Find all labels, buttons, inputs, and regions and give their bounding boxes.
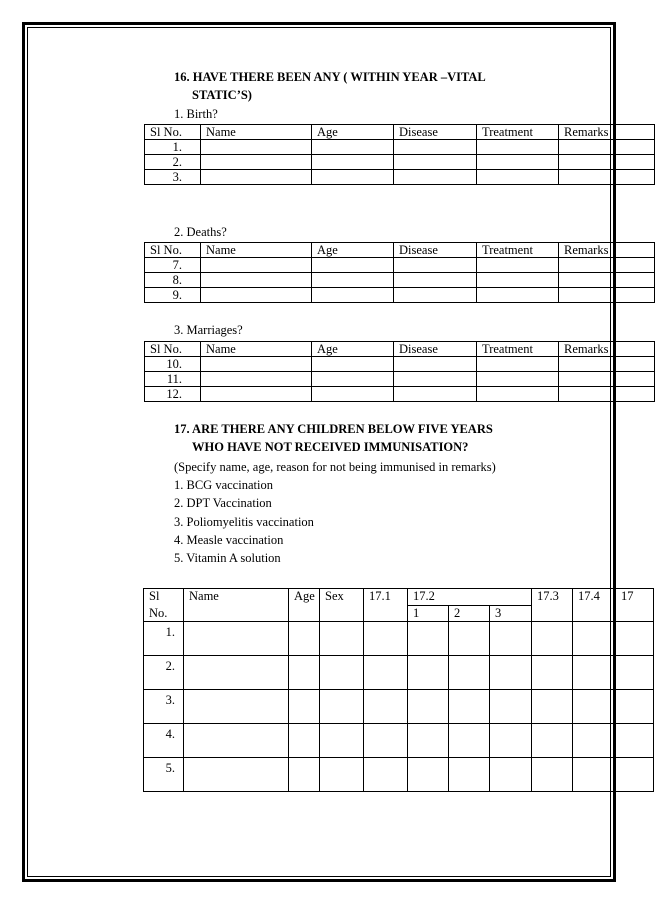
row-number: 11. xyxy=(145,372,201,387)
row-number: 9. xyxy=(145,288,201,303)
immunisation-table xyxy=(143,588,654,792)
table-row xyxy=(145,273,655,288)
col-sl-no: Sl No. xyxy=(145,125,201,140)
col-sl-no: No. xyxy=(144,606,184,622)
col-remarks: Remarks xyxy=(559,125,614,140)
row-number: 4. xyxy=(144,724,184,758)
col-sl-no: Sl No. xyxy=(145,243,201,258)
marriages-header-row xyxy=(145,342,655,357)
col-name: Name xyxy=(201,342,312,357)
col-remarks: Remarks xyxy=(559,243,614,258)
marriages-table xyxy=(144,341,655,402)
birth-label: 1. Birth? xyxy=(174,107,218,121)
col-17-2-sub-2: 2 xyxy=(449,606,490,622)
col-17-4: 17.4 xyxy=(573,589,611,622)
col-disease: Disease xyxy=(394,125,477,140)
table-row xyxy=(144,622,654,656)
col-age: Age xyxy=(312,342,394,357)
row-number: 3. xyxy=(145,170,201,185)
col-treatment: Treatment xyxy=(477,342,559,357)
col-17-2-sub-3: 3 xyxy=(490,606,532,622)
vaccine-list-item: 4. Measle vaccination xyxy=(174,533,284,547)
row-number: 10. xyxy=(145,357,201,372)
col-17-2-sub-1: 1 xyxy=(408,606,449,622)
row-number: 1. xyxy=(145,140,201,155)
q17-instruction: (Specify name, age, reason for not being immunised in remarks) xyxy=(174,460,496,474)
col-17-5: 17 xyxy=(616,589,654,622)
col-name: Name xyxy=(201,125,312,140)
col-sl: Sl xyxy=(144,589,184,606)
table-row xyxy=(145,170,655,185)
row-number: 8. xyxy=(145,273,201,288)
deaths-table xyxy=(144,242,655,303)
col-treatment: Treatment xyxy=(477,125,559,140)
table-row xyxy=(144,724,654,758)
col-disease: Disease xyxy=(394,243,477,258)
vaccine-list-item: 5. Vitamin A solution xyxy=(174,551,281,565)
row-number: 12. xyxy=(145,387,201,402)
table-row xyxy=(145,357,655,372)
table-row xyxy=(145,155,655,170)
col-17-2: 17.2 xyxy=(408,589,532,606)
row-number: 2. xyxy=(144,656,184,690)
q17-title-line1: 17. ARE THERE ANY CHILDREN BELOW FIVE YEARS xyxy=(174,422,493,436)
col-sl-no: Sl No. xyxy=(145,342,201,357)
col-disease: Disease xyxy=(394,342,477,357)
row-number: 7. xyxy=(145,258,201,273)
table-row xyxy=(144,690,654,724)
q16-title-line2: STATIC’S) xyxy=(192,88,252,102)
row-number: 5. xyxy=(144,758,184,792)
table-row xyxy=(145,288,655,303)
col-17-3: 17.3 xyxy=(532,589,573,622)
col-age: Age xyxy=(312,125,394,140)
table-row xyxy=(144,758,654,792)
table-row xyxy=(145,258,655,273)
birth-header-row xyxy=(145,125,655,140)
col-extra xyxy=(614,342,655,357)
q17-title-line2: WHO HAVE NOT RECEIVED IMMUNISATION? xyxy=(192,440,469,454)
marriages-label: 3. Marriages? xyxy=(174,323,243,337)
col-age: Age xyxy=(289,589,320,622)
col-sex: Sex xyxy=(320,589,364,622)
col-remarks: Remarks xyxy=(559,342,614,357)
col-17-1: 17.1 xyxy=(364,589,408,622)
deaths-label: 2. Deaths? xyxy=(174,225,227,239)
col-extra xyxy=(614,243,655,258)
col-name: Name xyxy=(184,589,289,622)
col-treatment: Treatment xyxy=(477,243,559,258)
table-row xyxy=(144,656,654,690)
row-number: 3. xyxy=(144,690,184,724)
row-number: 1. xyxy=(144,622,184,656)
col-age: Age xyxy=(312,243,394,258)
col-name: Name xyxy=(201,243,312,258)
table-row xyxy=(145,372,655,387)
deaths-header-row xyxy=(145,243,655,258)
q16-title-line1: 16. HAVE THERE BEEN ANY ( WITHIN YEAR –VITAL xyxy=(174,70,486,84)
col-extra xyxy=(614,125,655,140)
table-row xyxy=(145,140,655,155)
vaccine-list-item: 2. DPT Vaccination xyxy=(174,496,272,510)
imm-header-row xyxy=(144,589,654,606)
birth-table xyxy=(144,124,655,185)
vaccine-list-item: 3. Poliomyelitis vaccination xyxy=(174,515,314,529)
row-number: 2. xyxy=(145,155,201,170)
table-row xyxy=(145,387,655,402)
vaccine-list-item: 1. BCG vaccination xyxy=(174,478,273,492)
